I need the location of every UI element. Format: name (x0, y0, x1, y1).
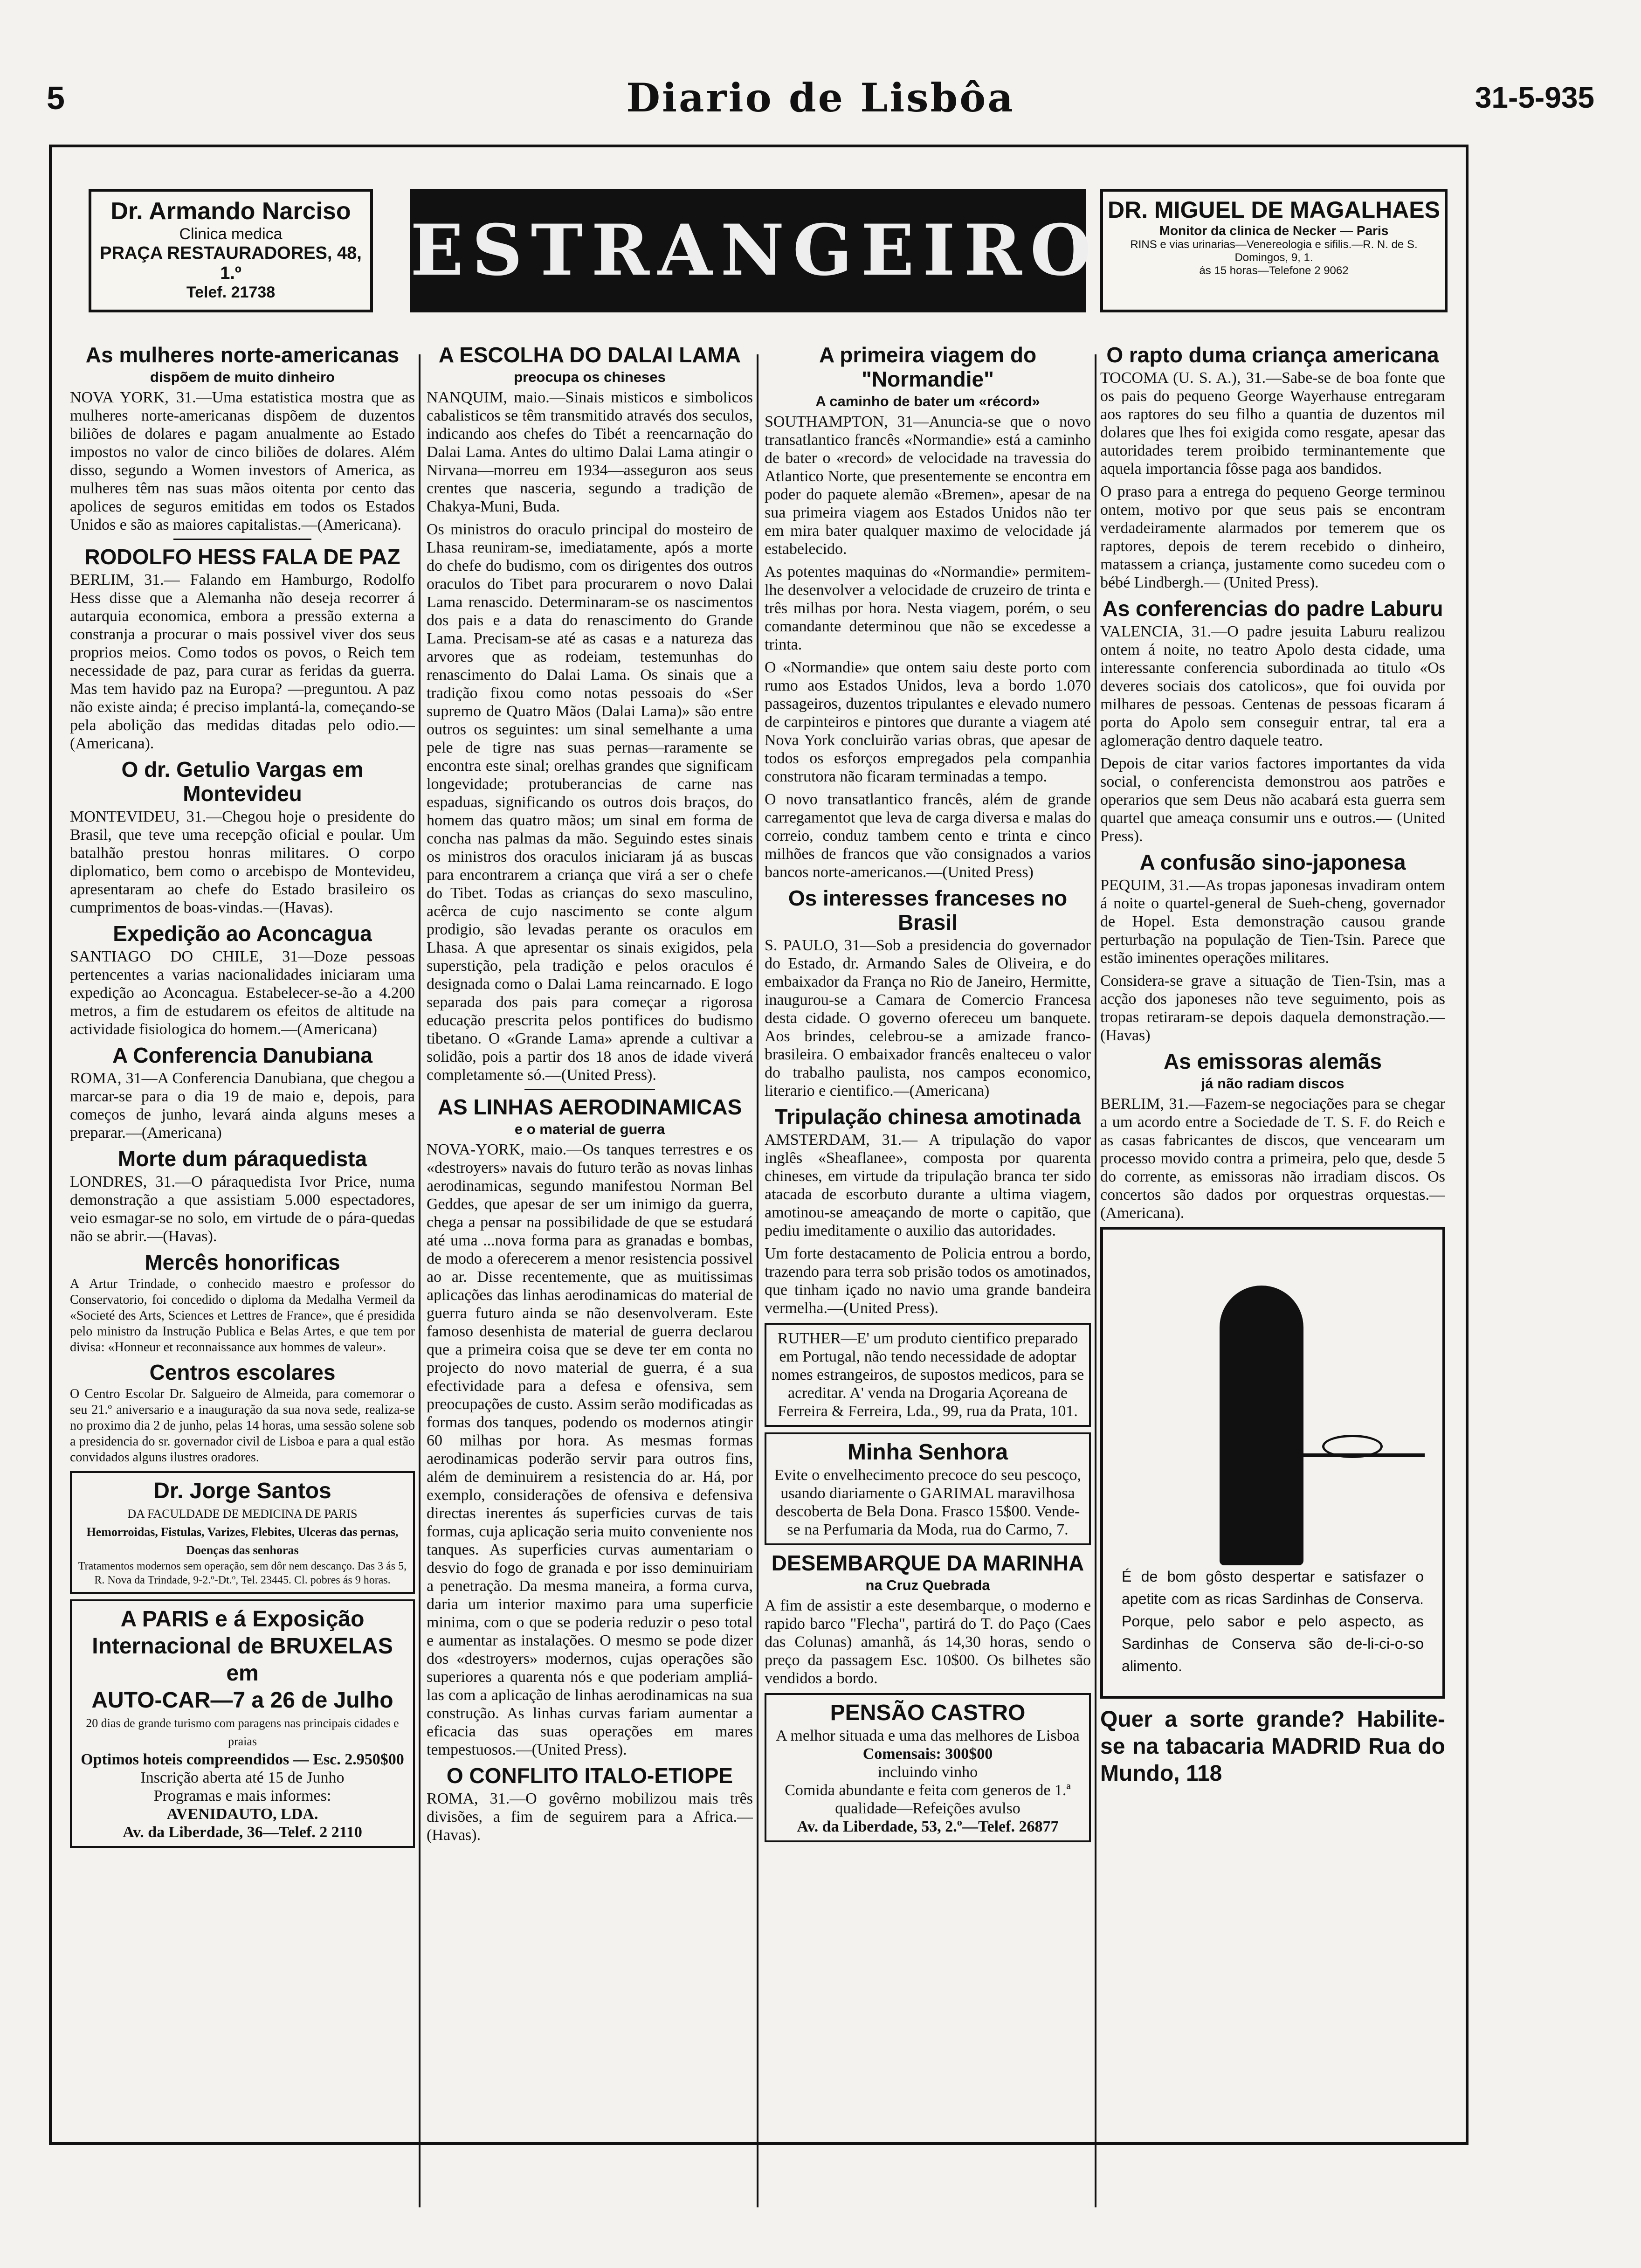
ad-line: A melhor situada e uma das melhores de Lisboa (776, 1727, 1080, 1744)
section-banner: ESTRANGEIRO (410, 189, 1086, 312)
ad-title: Minha Senhora (847, 1440, 1008, 1465)
headline: Mercês honorificas (145, 1250, 340, 1274)
page-number: 5 (47, 80, 65, 116)
ad-magalhaes (1100, 189, 1448, 312)
column-2 (427, 338, 753, 2221)
sardine-ad-illustration (1100, 1227, 1445, 1699)
column-4 (1100, 338, 1445, 2221)
headline: Morte dum páraquedista (117, 1147, 367, 1171)
ad-line: Clinica medica (179, 225, 283, 243)
article-text: A fim de assistir a este desembarque, o moderno e rapido barco "Flecha", partirá do T. do Paço (Caes das Colunas) amanhã, ás 14,30 horas, sendo o preço da passagem Esc. 10$00. Os bilhetes são vendidos a bordo. (765, 1597, 1091, 1687)
ad-line: Inscrição aberta até 15 de Junho (140, 1769, 345, 1786)
issue-date: 31-5-935 (1475, 81, 1594, 114)
masthead (28, 70, 1613, 131)
ad-pensao-castro (765, 1693, 1091, 1842)
column-rule (419, 354, 421, 2207)
headline: Centros escolares (149, 1360, 336, 1384)
article-text: S. PAULO, 31—Sob a presidencia do governador do Estado, dr. Armando Sales de Oliveira, e do embaixador da França no Rio de Janeiro, Hermitte, inaugurou-se a Camara de Comercio Francesa desta cidade. O governo ofereceu um banquete. Aos brindes, celebrou-se a amizade franco-brasileira. O embaixador francês enalteceu o valor do trabalho paulista, nos campos economico, literario e cientifico.—(Americana) (765, 937, 1091, 1099)
headline: O CONFLITO ITALO-ETIOPE (446, 1763, 733, 1788)
article-text: NOVA YORK, 31.—Uma estatistica mostra que as mulheres norte-americanas dispõem de duzentos biliões de dolares e pagam anualmente ao Estado impostos no valor de cinco biliões de dolares. Além disso, segundo a Women investors of America, as mulheres têm nas suas mãos oitenta por cento das apolices de seguros emitidas em todos os Estados Unidos e são as maiores capitalistas.—(Americana). (70, 389, 415, 533)
ad-line: ás 15 horas—Telefone 2 9062 (1199, 264, 1349, 277)
headline: O rapto duma criança americana (1106, 343, 1439, 367)
article-text: Considera-se grave a situação de Tien-Tsin, mas a acção dos japoneses não teve seguimento, pois as tropas retiraram-se depois daquela demonstração.—(Havas) (1100, 972, 1445, 1044)
ad-line: RINS e vias urinarias—Venereologia e sifilis.—R. N. de S. Domingos, 9, 1. (1130, 238, 1418, 264)
column-3 (765, 338, 1091, 2221)
ad-line: AVENIDAUTO, LDA. (166, 1805, 318, 1823)
ad-line: Tratamentos modernos sem operação, sem dôr nem descanço. Das 3 ás 5, R. Nova da Trindade, 9-2.º-Dt.º, Tel. 23445. Cl. pobres ás 9 horas. (78, 1560, 407, 1586)
article-text: ROMA, 31—A Conferencia Danubiana, que chegou a marcar-se para o dia 19 de maio e, depois, para começos de junho, levará ainda alguns meses a preparar.—(Americana) (70, 1070, 415, 1141)
article-text: PEQUIM, 31.—As tropas japonesas invadiram ontem á noite o quartel-general de Sueh-cheng, governador de Hopel. Esta demonstração causou grande perturbação na população de Tien-Tsin. Parece que estão iminentes operações militares. (1100, 877, 1445, 967)
article-text: Um forte destacamento de Policia entrou a bordo, trazendo para terra sob prisão todos os amotinados, que tinham içado no navio uma grande bandeira vermelha.—(United Press). (765, 1245, 1091, 1317)
ad-name: DR. MIGUEL DE MAGALHAES (1108, 197, 1440, 223)
headline: DESEMBARQUE DA MARINHA (771, 1551, 1084, 1575)
article-text: O «Normandie» que ontem saiu deste porto com rumo aos Estados Unidos, leva a bordo 1.070 passageiros, duzentos tripulantes e elevado numero de carpinteiros e pintores que durante a viagem até Nova York concluirão varias obras, que apesar de todos os esforços empregados pela companhia construtora não ficaram terminadas a tempo. (765, 659, 1091, 785)
headline: A Conferencia Danubiana (112, 1043, 373, 1067)
article-text: Depois de citar varios factores importantes da vida social, o conferencista demonstrou aos patrões e operarios que sem Deus não acabará esta guerra sem quartel que ameaça consumir uns e outros.— (United Press). (1100, 755, 1445, 845)
column-rule (757, 354, 758, 2207)
ad-avenidauto (70, 1599, 415, 1848)
subheadline: A caminho de bater um «récord» (815, 393, 1040, 409)
ad-name: Dr. Jorge Santos (153, 1479, 331, 1503)
headline: RODOLFO HESS FALA DE PAZ (84, 545, 400, 569)
subheadline: na Cruz Quebrada (865, 1577, 990, 1593)
article-text: AMSTERDAM, 31.— A tripulação do vapor inglês «Sheaflanee», composta por quarenta chineses, em virtude da tripulação branca ter sido atacada de escorbuto durante a ultima viagem, amotinou-se ameaçando de morte o capitão, que pediu imeditamente o auxilio das autoridades. (765, 1131, 1091, 1239)
headline: AS LINHAS AERODINAMICAS (437, 1095, 742, 1119)
headline: A confusão sino-japonesa (1139, 850, 1406, 874)
article-text: LONDRES, 31.—O páraquedista Ivor Price, numa demonstração a que assistiam 5.000 espectadores, veio esmagar-se no solo, em virtude de o pára-quedas não se abrir.—(Havas). (70, 1173, 415, 1245)
headline: A primeira viagem do "Normandie" (819, 343, 1037, 391)
article-text: O praso para a entrega do pequeno George terminou ontem, motivo por que seus pais se encontram verdadeiramente alarmados por temerem que os raptores, depois de terem recebido o dinheiro, matassem a criança, justamente como sucedeu com o bébé Lindbergh.— (United Press). (1100, 483, 1445, 591)
ad-text: Evite o envelhecimento precoce do seu pescoço, usando diariamente o GARIMAL maravilhosa descoberta de Bela Dona. Frasco 15$00. Vende-se na Perfumaria da Moda, rua do Carmo, 7. (774, 1466, 1081, 1538)
woman-silhouette-icon (1220, 1286, 1303, 1565)
ad-line: A PARIS e á Exposição Internacional de BRUXELAS em (92, 1607, 393, 1686)
ad-text: É de bom gôsto despertar e satisfazer o apetite com as ricas Sardinhas de Conserva. Porque, pelo sabor e pelo aspecto, as Sardinhas de Conserva são de-li-ci-o-so alimento. (1122, 1568, 1424, 1674)
ad-line: Av. da Liberdade, 53, 2.º—Telef. 26877 (797, 1818, 1059, 1835)
article-text: O Centro Escolar Dr. Salgueiro de Almeida, para comemorar o seu 21.º aniversario e a inauguração da sua nova sede, realiza-se no proximo dia 2 de junho, pelas 14 horas, uma sessão solene sob a presidencia do sr. governador civil de Lisboa e para a qual estão convidados alguns ilustres oradores. (70, 1387, 415, 1465)
ad-line: Optimos hoteis compreendidos — Esc. 2.950$00 (81, 1751, 404, 1768)
subheadline: preocupa os chineses (514, 369, 666, 385)
ad-line: incluindo vinho (877, 1763, 978, 1781)
divider (173, 539, 311, 540)
article-text: Os ministros do oraculo principal do mosteiro de Lhasa reuniram-se, imediatamente, após a morte do chefe do budismo, com os dirigentes dos outros oraculos do Tibet para procurarem o novo Dalai Lama renascido. Determinaram-se os nascimentos dos pais e a data do renascimento do Grande Lama. Precisam-se até as casas e a natureza das arvores que as rodeiam, testemunhas do renascimento do Dalai Lama. Os sinais que a tradição fixou como notas pessoais do «Ser supremo de Quatro Mãos (Dalai Lama)» são entre outros os seguintes: um sinal semelhante a uma pele de tigre nas suas pernas—raramente se encontra este sinal; orelhas grandes que significam longevidade; protuberancias de carne nas espaduas, significando os outros dois braços, do homem das quatro mãos; um sinal em forma de concha nas palmas da mão. Seguindo estes sinais os ministros dos oraculos iniciaram já as buscas para encontrarem a criança que virá a ser o chefe do Tibet. Todas as crianças do sexo masculino, acêrca de cujo nascimento se conte algum prodigio, são levadas perante os oraculos em Lhasa. A que apresentar os sinais exigidos, pela superstição, pela tradição e pelos oraculos é designada como o Dalai Lama reincarnado. E logo separada dos pais para começar a rigorosa educação prescrita pelos pontifices do budismo tibetano. O «Grande Lama» aprende a cultivar a solidão, pois a partir dos 18 anos de idade viverá completamente só.—(United Press). (427, 521, 753, 1084)
ad-phone: Telef. 21738 (186, 284, 276, 301)
headline: As emissoras alemãs (1164, 1049, 1382, 1073)
article-text: NOVA-YORK, maio.—Os tanques terrestres e os «destroyers» navais do futuro terão as novas linhas aerodinamicas, segundo manifestou Norman Bel Geddes, que apesar de ser um inimigo da guerra, chega a pensar na possibilidade de que se estudará até uma ...nova forma para as granadas e bombas, de modo a oferecerem a menor resistencia possivel ao ar. Disse recentemente, que as muitissimas aplicações das linhas aerodinamicas do material de guerra futuro ainda se não desenvolveram. Este famoso desenhista de material de guerra declarou que a primeira coisa que se deve ter em conta no projecto do novo material de guerra, é a sua efectividade para a defesa e ofensiva, sem preocupações de custo. Assim serão modificadas as formas dos tanques, podendo os modernos atingir 60 milhas por hora. As mesmas formas aerodinamicas poderão servir para outros fins, além de deminuirem a resistencia do ar. Há, por exemplo, considerações de ofensiva e defensiva directas inerentes ás superficies curvas de tais formas, cuja aplicação seria muito conveniente nos tanques. As superficies curvas aumentariam o desvio do fogo de granada e por isso deminuiriam a penetração. Da mesma maneira, a forma curva, daria um interior maximo para uma superficie minima, com o que se poderia reduzir o peso total e aumentar as instalações. O mesmo se pode dizer dos «destroyers» modernos, cujas operações são superiores a quarenta nós e que poderiam ampliá-las com a aplicação de linhas aerodinamicas na sua construção. As linhas curvas fariam aumentar a eficacia das suas operações em mares tempestuosos.—(United Press). (427, 1141, 753, 1758)
ad-line: DA FACULDADE DE MEDICINA DE PARIS (127, 1507, 358, 1521)
ad-ruther (765, 1323, 1091, 1427)
headline: Tripulação chinesa amotinada (774, 1105, 1081, 1129)
headline: Os interesses franceses no Brasil (788, 886, 1068, 934)
article-text: BERLIM, 31.—Fazem-se negociações para se chegar a um acordo entre a Sociedade de T. S. F. do Reich e as casas fabricantes de discos, que vencearam um processo movido contra a primeira, pelo que, desde 5 do corrente, as emissoras não irradiam discos. Os concertos são dados por orquestras orquestas.—(Americana). (1100, 1095, 1445, 1222)
ad-line: Hemorroidas, Fistulas, Varizes, Flebites, Ulceras das pernas, Doenças das senhoras (86, 1525, 399, 1557)
subheadline: e o material de guerra (514, 1121, 665, 1137)
headline: Expedição ao Aconcagua (113, 921, 372, 946)
column-1 (70, 338, 415, 2221)
column-rule (1095, 354, 1096, 2207)
article-text: A Artur Trindade, o conhecido maestro e professor do Conservatorio, foi concedido o diploma da Medalha Vermeil da «Societé des Arts, Sciences et Lettres de France», que é presidida pelo ministro da Instrução Publica e Belas Artes, e que tem por divisa: «Honneur et reconnaissance aux hommes de valeur». (70, 1277, 415, 1355)
headline: O dr. Getulio Vargas em Montevideu (121, 757, 364, 806)
ad-narciso (89, 189, 373, 312)
plate-icon (1322, 1435, 1383, 1458)
ad-line: AUTO-CAR—7 a 26 de Julho (91, 1688, 393, 1713)
ad-line: Av. da Liberdade, 36—Telef. 2 2110 (123, 1824, 362, 1841)
headline: A ESCOLHA DO DALAI LAMA (438, 343, 741, 367)
ad-line: PRAÇA RESTAURADORES, 48, 1.º (100, 243, 362, 283)
headline: As mulheres norte-americanas (85, 343, 400, 367)
article-text: As potentes maquinas do «Normandie» permitem-lhe desenvolver a velocidade de cruzeiro de trinta e três milhas por hora. Nesta viagem, porém, o seu comandante determinou que não se excedesse a trinta. (765, 563, 1091, 653)
subheadline: já não radiam discos (1201, 1075, 1345, 1092)
article-text: ROMA, 31.—O govêrno mobilizou mais três divisões, a fim de seguirem para a Africa.—(Havas). (427, 1790, 753, 1844)
article-text: NANQUIM, maio.—Sinais misticos e simbolicos cabalisticos se têm transmitido através dos seculos, indicando aos chefes do Tibét a reencarnação do Dalai Lama. Antes do ultimo Dalai Lama atingir o Nirvana—morreu em 1934—asseguron aos seus crentes que nasceria, segundo a tradição de Chakya-Muni, Buda. (427, 389, 753, 515)
ad-jorge-santos (70, 1471, 415, 1594)
article-text: SOUTHAMPTON, 31—Anuncia-se que o novo transatlantico francês «Normandie» está a caminho de bater o «record» de velocidade na travessia do Atlantico Norte, que presentemente se encontra em poder do paquete alemão «Bremen», apesar de na sua primeira viagem aos Estados Unidos não ter em mira bater qualquer maximo de velocidade já estabelecido. (765, 413, 1091, 558)
article-text: SANTIAGO DO CHILE, 31—Doze pessoas pertencentes a varias nacionalidades iniciaram uma expedição ao Aconcagua. Estabelecer-se-ão a 4.200 metros, a fim de estudarem os efeitos de altitude na actividade fisiologica do homem.—(Americana) (70, 948, 415, 1038)
article-text: O novo transatlantico francês, além de grande carregamentot que leva de carga diversa e malas do correio, conduz tambem cento e trinta e cinco milhões de francos que vão consignados a varios bancos norte-americanos.—(United Press) (765, 791, 1091, 881)
subheadline: dispõem de muito dinheiro (150, 369, 335, 385)
ad-name: Dr. Armando Narciso (110, 198, 351, 225)
ad-title: PENSÃO CASTRO (830, 1701, 1026, 1725)
ad-line: Monitor da clinica de Necker — Paris (1159, 223, 1389, 238)
ad-line: Comida abundante e feita com generos de 1.ª qualidade—Refeições avulso (785, 1782, 1071, 1817)
article-text: BERLIM, 31.— Falando em Hamburgo, Rodolfo Hess disse que a Alemanha não deseja recorrer á autarquia economica, embora a pressão externa a constranja a procurar o mais possivel viver dos seus proprios meios. Como todos os povos, o Reich tem necessidade de paz, para curar as feridas da guerra. Mas tem havido paz na Europa? —preguntou. A paz não existe ainda; é preciso implantá-la, começando-se pela abolição das medidas ditadas pelo odio.— (Americana). (70, 571, 415, 752)
ad-line: Comensais: 300$00 (862, 1745, 993, 1763)
headline: As conferencias do padre Laburu (1102, 596, 1443, 621)
article-text: TOCOMA (U. S. A.), 31.—Sabe-se de boa fonte que os pais do pequeno George Wayerhause entregaram aos raptores do seu filho a quantia de duzentos mil dolares que lhes foi exigida como resgate, apesar das autoridades terem proibido terminantemente que aquela importancia fôsse paga aos bandidos. (1100, 369, 1445, 477)
ad-madrid: Quer a sorte grande? Habilite-se na tabacaria MADRID Rua do Mundo, 118 (1100, 1707, 1445, 1786)
newspaper-title: Diario de Lisbôa (626, 75, 1015, 121)
article-text: VALENCIA, 31.—O padre jesuita Laburu realizou ontem á noite, no teatro Apolo desta cidade, uma interessante conferencia subordinada ao titulo «Os deveres sociais dos catolicos», que foi ouvida por milhares de pessoas. Centenas de pessoas ficaram á porta do Apolo sem conseguir entrar, tal era a aglomeração dentro daquele teatro. (1100, 623, 1445, 749)
ad-line: 20 dias de grande turismo com paragens nas principais cidades e praias (86, 1716, 399, 1748)
ad-text: RUTHER—E' um produto cientifico preparado em Portugal, não tendo necessidade de adoptar nomes estrangeiros, de supostos medicos, para se acreditar. A' venda na Drogaria Açoreana de Ferreira & Ferreira, Lda., 99, rua da Prata, 101. (771, 1330, 1084, 1420)
divider (524, 1089, 655, 1090)
ad-minha-senhora (765, 1432, 1091, 1545)
article-text: MONTEVIDEU, 31.—Chegou hoje o presidente do Brasil, que teve uma recepção oficial e poular. Um batalhão prestou honras militares. O corpo diplomatico, bem como o arcebispo de Montevideu, apresentaram ao chefe do Estado brasileiro os cumprimentos de boas-vindas.—(Havas). (70, 808, 415, 916)
ad-line: Programas e mais informes: (153, 1787, 331, 1805)
